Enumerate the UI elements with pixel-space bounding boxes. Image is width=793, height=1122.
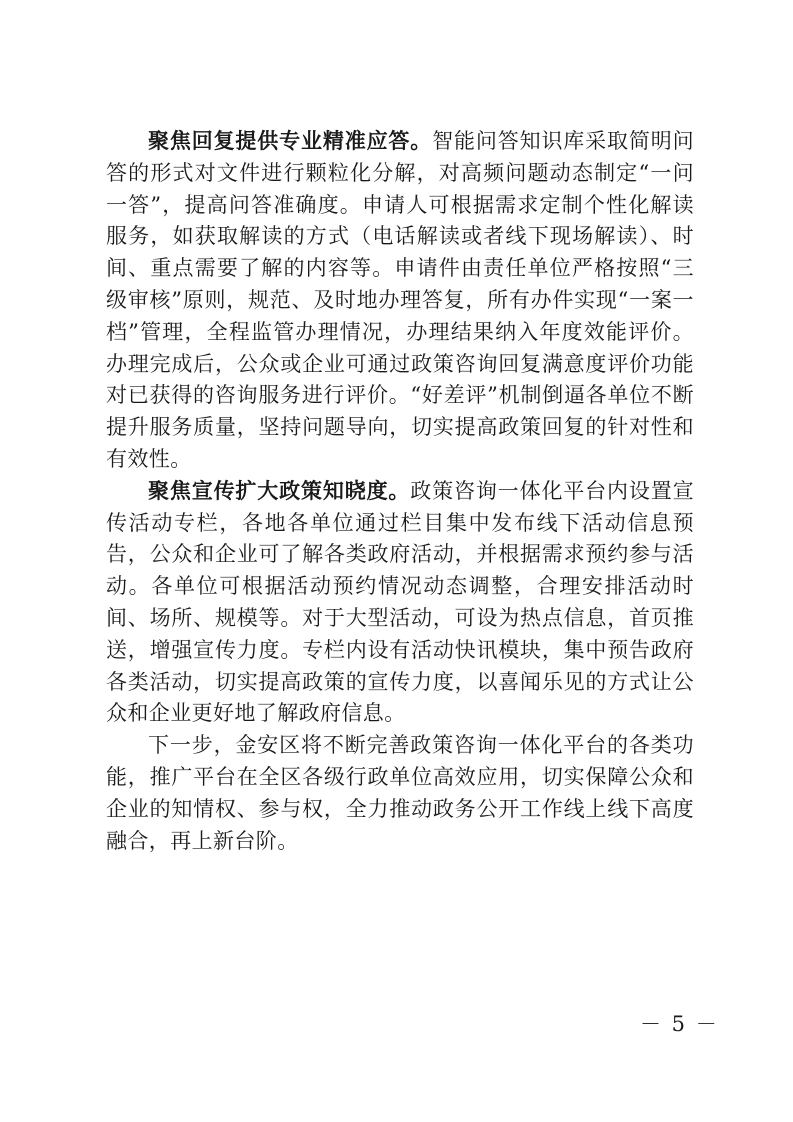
- paragraph-body: 下一步，金安区将不断完善政策咨询一体化平台的各类功能，推广平台在全区各级行政单位高效应用，切实保障公众和企业的知情权、参与权，全力推动政务公开工作线上线下高度融合，再上新台阶。: [106, 733, 694, 853]
- paragraph-body: 智能问答知识库采取简明问答的形式对文件进行颗粒化分解，对高频问题动态制定“一问一答”，提高问答准确度。申请人可根据需求定制个性化解读服务，如获取解读的方式（电话解读或者线下现场解读）、时间、重点需要了解的内容等。申请件由责任单位严格按照“三级审核”原则，规范、及时地办理答复，所有办件实现“一案一档”管理，全程监管办理情况，办理结果纳入年度效能评价。办理完成后，公众或企业可通过政策咨询回复满意度评价功能对已获得的咨询服务进行评价。“好差评”机制倒逼各单位不断提升服务质量，坚持问题导向，切实提高政策回复的针对性和有效性。: [106, 129, 694, 471]
- paragraph-reply-accuracy: [106, 126, 694, 476]
- paragraph-lead: 聚焦回复提供专业精准应答。: [148, 129, 433, 153]
- paragraph-lead: 聚焦宣传扩大政策知晓度。: [148, 478, 411, 503]
- paragraph-body: 政策咨询一体化平台内设置宣传活动专栏，各地各单位通过栏目集中发布线下活动信息预告，公众和企业可了解各类政府活动，并根据需求预约参与活动。各单位可根据活动预约情况动态调整，合理安排活动时间、场所、规模等。对于大型活动，可设为热点信息，首页推送，增强宣传力度。专栏内设有活动快讯模块，集中预告政府各类活动，切实提高政策的宣传力度，以喜闻乐见的方式让公众和企业更好地了解政府信息。: [106, 478, 694, 726]
- paragraph-next-step: [106, 730, 694, 857]
- body-text: [106, 126, 694, 857]
- paragraph-publicity: [106, 476, 694, 730]
- page-number: － 5 －: [640, 1012, 719, 1036]
